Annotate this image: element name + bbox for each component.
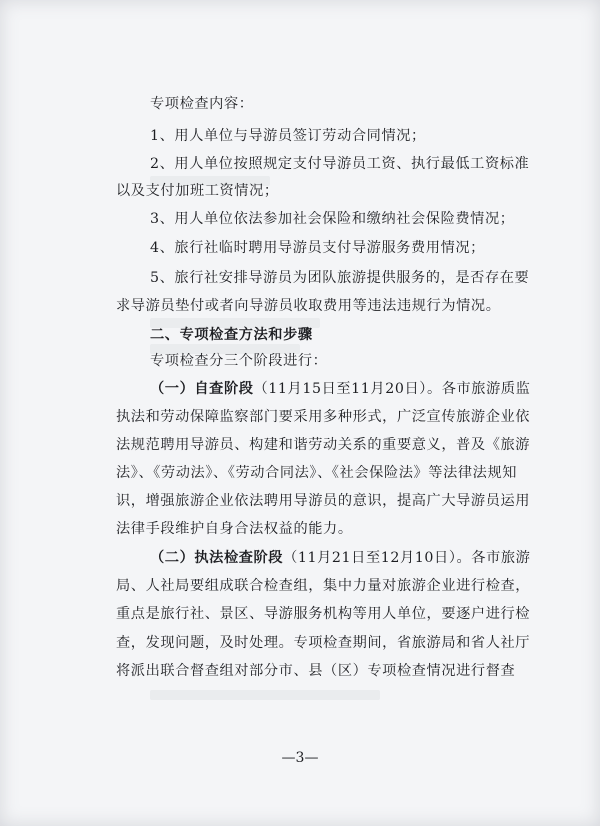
- item-text: 1、用人单位与导游员签订劳动合同情况；: [150, 128, 426, 144]
- paragraph-line: [0, 517, 600, 541]
- section-intro-text: 专项检查分三个阶段进行：: [150, 353, 328, 369]
- bleed-through-mark: [150, 690, 380, 700]
- paragraph-line: [0, 602, 600, 626]
- paragraph-text: 局、人社局要组成联合检查组，集中力量对旅游企业进行检查，: [116, 578, 531, 594]
- item-text: 3、用人单位依法参加社会保险和缴纳社会保险费情况；: [150, 211, 515, 227]
- page-number: —3—: [281, 750, 319, 766]
- paragraph-text: 法》、《劳动法》、《劳动合同法》、《社会保险法》等法律法规知: [116, 465, 518, 481]
- list-item: [0, 207, 600, 231]
- item-text: 2、用人单位按照规定支付导游员工资、执行最低工资标准: [150, 156, 530, 172]
- item-text: 以及支付加班工资情况；: [116, 183, 279, 199]
- section-intro: [0, 349, 600, 373]
- item-text: 5、旅行社安排导游员为团队旅游提供服务的，是否存在要: [150, 270, 530, 286]
- list-item: [0, 124, 600, 148]
- list-item: [0, 236, 600, 260]
- paragraph-text: 识，增强旅游企业依法聘用导游员的意识，提高广大导游员运用: [116, 493, 531, 509]
- paragraph-text: 重点是旅行社、景区、导游服务机构等用人单位，要逐户进行检: [116, 606, 531, 622]
- list-item: [0, 266, 600, 290]
- intro-label: 专项检查内容：: [150, 96, 254, 112]
- paragraph-line: [0, 489, 600, 513]
- paragraph-line: [0, 405, 600, 429]
- paragraph-text: 将派出联合督查组对部分市、县（区）专项检查情况进行督查: [116, 663, 516, 679]
- section-heading: [0, 323, 600, 347]
- paragraph-line: [0, 574, 600, 598]
- paragraph-line: [0, 631, 600, 655]
- stage2-first-line: [0, 546, 600, 570]
- stage1-label: （一）自查阶段: [150, 381, 254, 397]
- list-item-continuation: [0, 179, 600, 203]
- section-heading-text: 二、专项检查方法和步骤: [150, 327, 313, 343]
- list-item: [0, 152, 600, 176]
- stage1-dates: （11月15日至11月20日）。各市旅游质监: [253, 381, 531, 397]
- item-text: 4、旅行社临时聘用导游员支付导游服务费用情况；: [150, 240, 485, 256]
- item-text: 求导游员垫付或者向导游员收取费用等违法违规行为情况。: [116, 298, 501, 314]
- paragraph-line: [0, 461, 600, 485]
- intro-label-line: [0, 92, 600, 116]
- stage1-first-line: [0, 377, 600, 401]
- stage2-dates: （11月21日至12月10日）。各市旅游: [283, 550, 531, 566]
- paragraph-line: [0, 659, 600, 683]
- paragraph-text: 查，发现问题，及时处理。专项检查期间，省旅游局和省人社厅: [116, 635, 531, 651]
- paragraph-line: [0, 433, 600, 457]
- stage2-label: （二）执法检查阶段: [150, 550, 284, 566]
- paragraph-text: 法规范聘用导游员、构建和谐劳动关系的重要意义，普及《旅游: [116, 437, 531, 453]
- list-item-continuation: [0, 294, 600, 318]
- paragraph-text: 执法和劳动保障监察部门要采用多种形式，广泛宣传旅游企业依: [116, 409, 531, 425]
- paragraph-text: 法律手段维护自身合法权益的能力。: [116, 521, 353, 537]
